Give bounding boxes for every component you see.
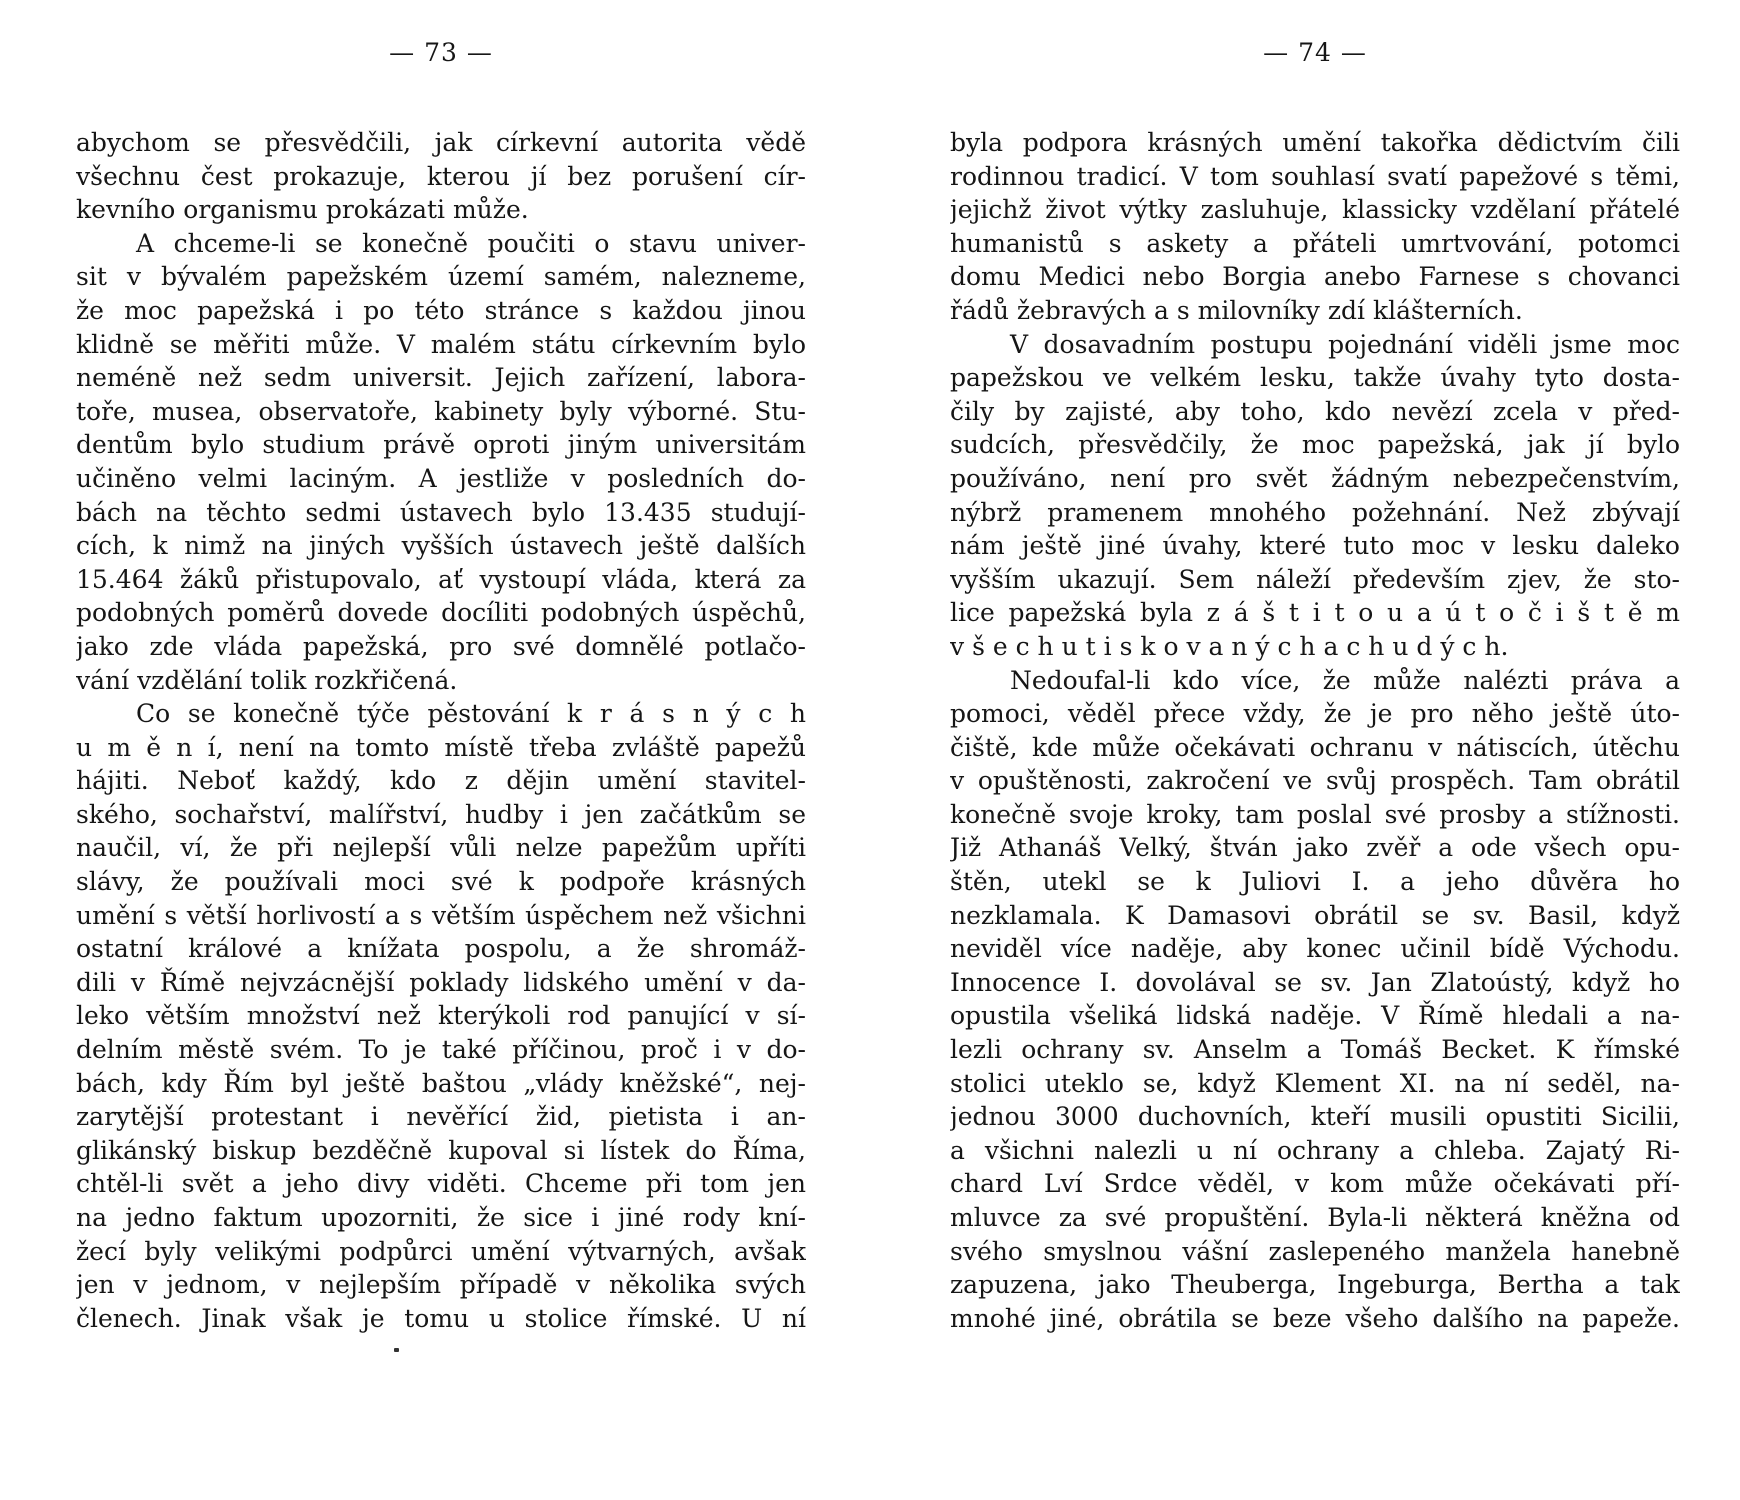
text-line: učiněno velmi laciným. A jestliže v posledních do- bbox=[76, 463, 806, 493]
text-line: 15.464 žáků přistupovalo, ať vystoupí vláda, která za bbox=[76, 564, 806, 594]
text-line: nýbrž pramenem mnohého požehnání. Než zbývají bbox=[950, 497, 1680, 527]
text-line: cích, k nimž na jiných vyšších ústavech ještě dalších bbox=[76, 531, 806, 561]
text-line: chtěl-li svět a jeho divy viděti. Chceme při tom jen bbox=[76, 1169, 806, 1199]
text-line: abychom se přesvědčili, jak církevní autorita vědě bbox=[76, 128, 806, 157]
text-line: na jedno faktum upozorniti, že sice i jiné rody kní- bbox=[76, 1203, 806, 1232]
text-line: v opuštěnosti, zakročení ve svůj prospěch. Tam obrátil bbox=[950, 766, 1680, 796]
text-line: bách, kdy Řím byl ještě baštou „vlády kněžské“, nej- bbox=[76, 1068, 806, 1098]
text-line: lezli ochrany sv. Anselm a Tomáš Becket. K římské bbox=[950, 1035, 1680, 1065]
text-line: žecí byly velikými podpůrci umění výtvarných, avšak bbox=[76, 1236, 806, 1266]
text-line: dentům bylo studium právě oproti jiným universitám bbox=[76, 430, 806, 460]
text-line: opustila všeliká lidská naděje. V Římě hledali a na- bbox=[950, 1001, 1680, 1031]
text-line: mluvce za své propuštění. Byla-li některá kněžna od bbox=[950, 1203, 1680, 1232]
text-line: nezklamala. K Damasovi obrátil se sv. Basil, když bbox=[950, 900, 1680, 930]
text-line: glikánský biskup bezděčně kupoval si lístek do Říma, bbox=[76, 1135, 806, 1165]
text-line: V dosavadním postupu pojednání viděli jsme moc bbox=[1010, 329, 1680, 359]
page-number: — 73 — bbox=[389, 38, 493, 67]
text-line: Již Athanáš Velký, štván jako zvěř a ode všech opu- bbox=[950, 833, 1680, 863]
text-line: všechnu čest prokazuje, kterou jí bez porušení cír- bbox=[76, 161, 806, 191]
text-line: papežskou ve velkém lesku, takže úvahy tyto dosta- bbox=[950, 363, 1680, 393]
text-line: podobných poměrů dovede docíliti podobných úspěchů, bbox=[76, 598, 806, 628]
text-line: A chceme-li se konečně poučiti o stavu univer- bbox=[136, 228, 806, 258]
text-line: svého smyslnou vášní zaslepeného manžela hanebně bbox=[950, 1236, 1680, 1266]
text-line: jako zde vláda papežská, pro své domnělé potlačo- bbox=[76, 631, 806, 661]
page-text-right bbox=[950, 126, 1680, 1335]
text-line: lice papežská byla z á š t i t o u a ú t o č i š t ě m bbox=[950, 598, 1680, 628]
text-line: že moc papežská i po této stránce s každou jinou bbox=[76, 295, 806, 325]
text-line: řádů žebravých a s milovníky zdí klášterních. bbox=[950, 295, 1523, 325]
text-line: jejichž život výtky zasluhuje, klassicky vzdělaní přátelé bbox=[950, 195, 1680, 225]
text-line: zarytější protestant i nevěřící žid, pietista i an- bbox=[76, 1102, 806, 1132]
text-line: dili v Římě nejvzácnější poklady lidského umění v da- bbox=[76, 967, 806, 997]
text-line: sit v bývalém papežském území samém, nalezneme, bbox=[76, 262, 806, 292]
text-line: chard Lví Srdce věděl, v kom může očekávati pří- bbox=[950, 1169, 1680, 1199]
footer-mark bbox=[394, 1348, 399, 1352]
text-line: byla podpora krásných umění takořka dědictvím čili bbox=[950, 128, 1680, 157]
text-line: klidně se měřiti může. V malém státu církevním bylo bbox=[76, 329, 806, 359]
text-line: zapuzena, jako Theuberga, Ingeburga, Bertha a tak bbox=[950, 1270, 1680, 1300]
text-line: jednou 3000 duchovních, kteří musili opustiti Sicilii, bbox=[950, 1102, 1680, 1132]
text-line: neméně než sedm universit. Jejich zařízení, labora- bbox=[76, 363, 806, 393]
text-line: mnohé jiné, obrátila se beze všeho dalšího na papeže. bbox=[950, 1303, 1680, 1333]
text-line: jen v jednom, v nejlepším případě v několika svých bbox=[76, 1270, 806, 1300]
text-line: pomoci, věděl přece vždy, že je pro něho ještě úto- bbox=[950, 699, 1680, 729]
text-line: slávy, že používali moci své k podpoře krásných bbox=[76, 867, 806, 897]
text-line: rodinnou tradicí. V tom souhlasí svatí papežové s těmi, bbox=[950, 161, 1680, 191]
text-line: sudcích, přesvědčily, že moc papežská, jak jí bylo bbox=[950, 430, 1680, 460]
text-line: čiště, kde může očekávati ochranu v nátiscích, útěchu bbox=[950, 732, 1680, 762]
text-line: toře, musea, observatoře, kabinety byly výborné. Stu- bbox=[76, 396, 806, 426]
text-line: naučil, ví, že při nejlepší vůli nelze papežům upříti bbox=[76, 833, 806, 863]
text-line: u m ě n í, není na tomto místě třeba zvláště papežů bbox=[76, 732, 806, 762]
text-line: Nedoufal-li kdo více, že může nalézti práva a bbox=[1010, 665, 1680, 695]
page-number: — 74 — bbox=[1263, 38, 1367, 67]
text-line: umění s větší horlivostí a s větším úspěchem než všichni bbox=[76, 900, 806, 930]
text-line: ostatní králové a knížata pospolu, a že shromáž- bbox=[76, 934, 806, 964]
text-line: ského, sochařství, malířství, hudby i jen začátkům se bbox=[76, 799, 806, 829]
text-line: používáno, není pro svět žádným nebezpečenstvím, bbox=[950, 463, 1680, 493]
page-text-left bbox=[76, 126, 806, 1335]
text-line: Co se konečně týče pěstování k r á s n ý c h bbox=[136, 699, 806, 729]
text-line: humanistů s askety a přáteli umrtvování, potomci bbox=[950, 228, 1680, 258]
text-line: nám ještě jiné úvahy, které tuto moc v lesku daleko bbox=[950, 531, 1680, 561]
text-line: stolici uteklo se, když Klement XI. na ní seděl, na- bbox=[950, 1068, 1680, 1098]
text-line: leko větším množství než kterýkoli rod panující v sí- bbox=[76, 1001, 806, 1031]
text-line: vání vzdělání tolik rozkřičená. bbox=[76, 665, 458, 695]
text-line: členech. Jinak však je tomu u stolice římské. U ní bbox=[76, 1303, 806, 1333]
right-page bbox=[950, 0, 1680, 1500]
text-line: vyšším ukazují. Sem náleží především zjev, že sto- bbox=[950, 564, 1680, 594]
text-line: Innocence I. dovolával se sv. Jan Zlatoústý, když ho bbox=[950, 967, 1680, 997]
text-line: delním městě svém. To je také příčinou, proč i v do- bbox=[76, 1035, 806, 1065]
text-line: bách na těchto sedmi ústavech bylo 13.435 studují- bbox=[76, 497, 806, 527]
text-line: kevního organismu prokázati může. bbox=[76, 195, 529, 225]
text-line: neviděl více naděje, aby konec učinil bídě Východu. bbox=[950, 934, 1680, 964]
text-line: štěn, utekl se k Juliovi I. a jeho důvěra ho bbox=[950, 867, 1680, 897]
text-line: hájiti. Neboť každý, kdo z dějin umění stavitel- bbox=[76, 766, 806, 796]
text-line: a všichni nalezli u ní ochrany a chleba. Zajatý Ri- bbox=[950, 1135, 1680, 1165]
left-page bbox=[76, 0, 806, 1500]
text-line: v š e c h u t i s k o v a n ý c h a c h u d ý c h. bbox=[950, 631, 1509, 661]
text-line: konečně svoje kroky, tam poslal své prosby a stížnosti. bbox=[950, 799, 1680, 829]
text-line: čily by zajisté, aby toho, kdo nevězí zcela v před- bbox=[950, 396, 1680, 426]
text-line: domu Medici nebo Borgia anebo Farnese s chovanci bbox=[950, 262, 1680, 292]
